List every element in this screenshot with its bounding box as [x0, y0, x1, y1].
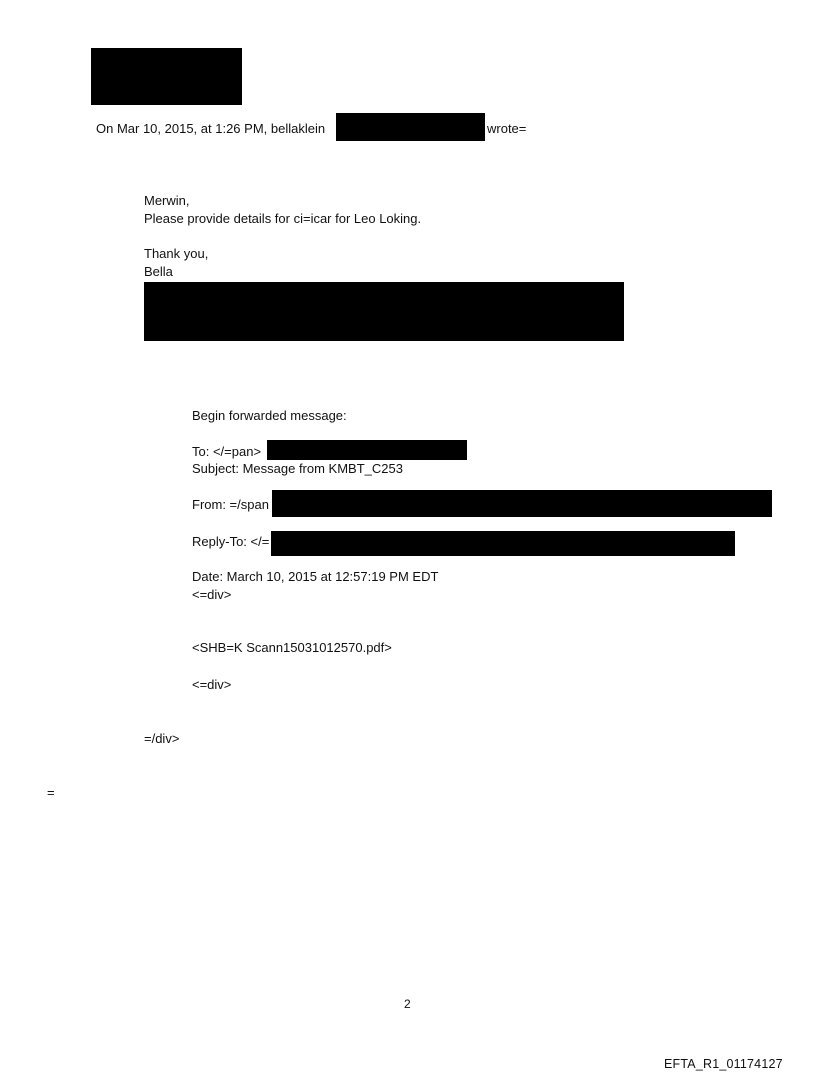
signature: Bella	[144, 264, 173, 279]
redaction-sender-email	[336, 113, 485, 141]
div-close-tag: <=div>	[192, 677, 232, 692]
forwarded-intro: Begin forwarded message:	[192, 408, 347, 423]
quote-header-prefix: On Mar 10, 2015, at 1:26 PM, bellaklein	[96, 121, 326, 136]
redaction-signature-block	[144, 282, 624, 341]
document-id: EFTA_R1_01174127	[664, 1057, 783, 1071]
forwarded-subject: Subject: Message from KMBT_C253	[192, 461, 403, 476]
attachment-reference: <SHB=K Scann15031012570.pdf>	[192, 640, 392, 655]
forwarded-reply-to-label: Reply-To: </=	[192, 534, 270, 549]
quote-header-suffix: wrote=	[487, 121, 527, 136]
stray-equals: =	[47, 785, 55, 800]
greeting: Merwin,	[144, 193, 190, 208]
redaction-from-address	[272, 490, 772, 517]
forwarded-from-label: From: =/span	[192, 497, 269, 512]
forwarded-to-label: To: </=pan>	[192, 444, 262, 459]
forwarded-date: Date: March 10, 2015 at 12:57:19 PM EDT	[192, 569, 439, 584]
div-close-tag: <=div>	[192, 587, 232, 602]
redaction-reply-to-address	[271, 531, 735, 556]
redaction-block-header	[91, 48, 242, 105]
page-number: 2	[404, 997, 411, 1011]
body-line: Please provide details for ci=icar for Leo Loking.	[144, 211, 422, 226]
outer-div-close-tag: =/div>	[144, 731, 180, 746]
redaction-to-address	[267, 440, 467, 460]
closing: Thank you,	[144, 246, 209, 261]
